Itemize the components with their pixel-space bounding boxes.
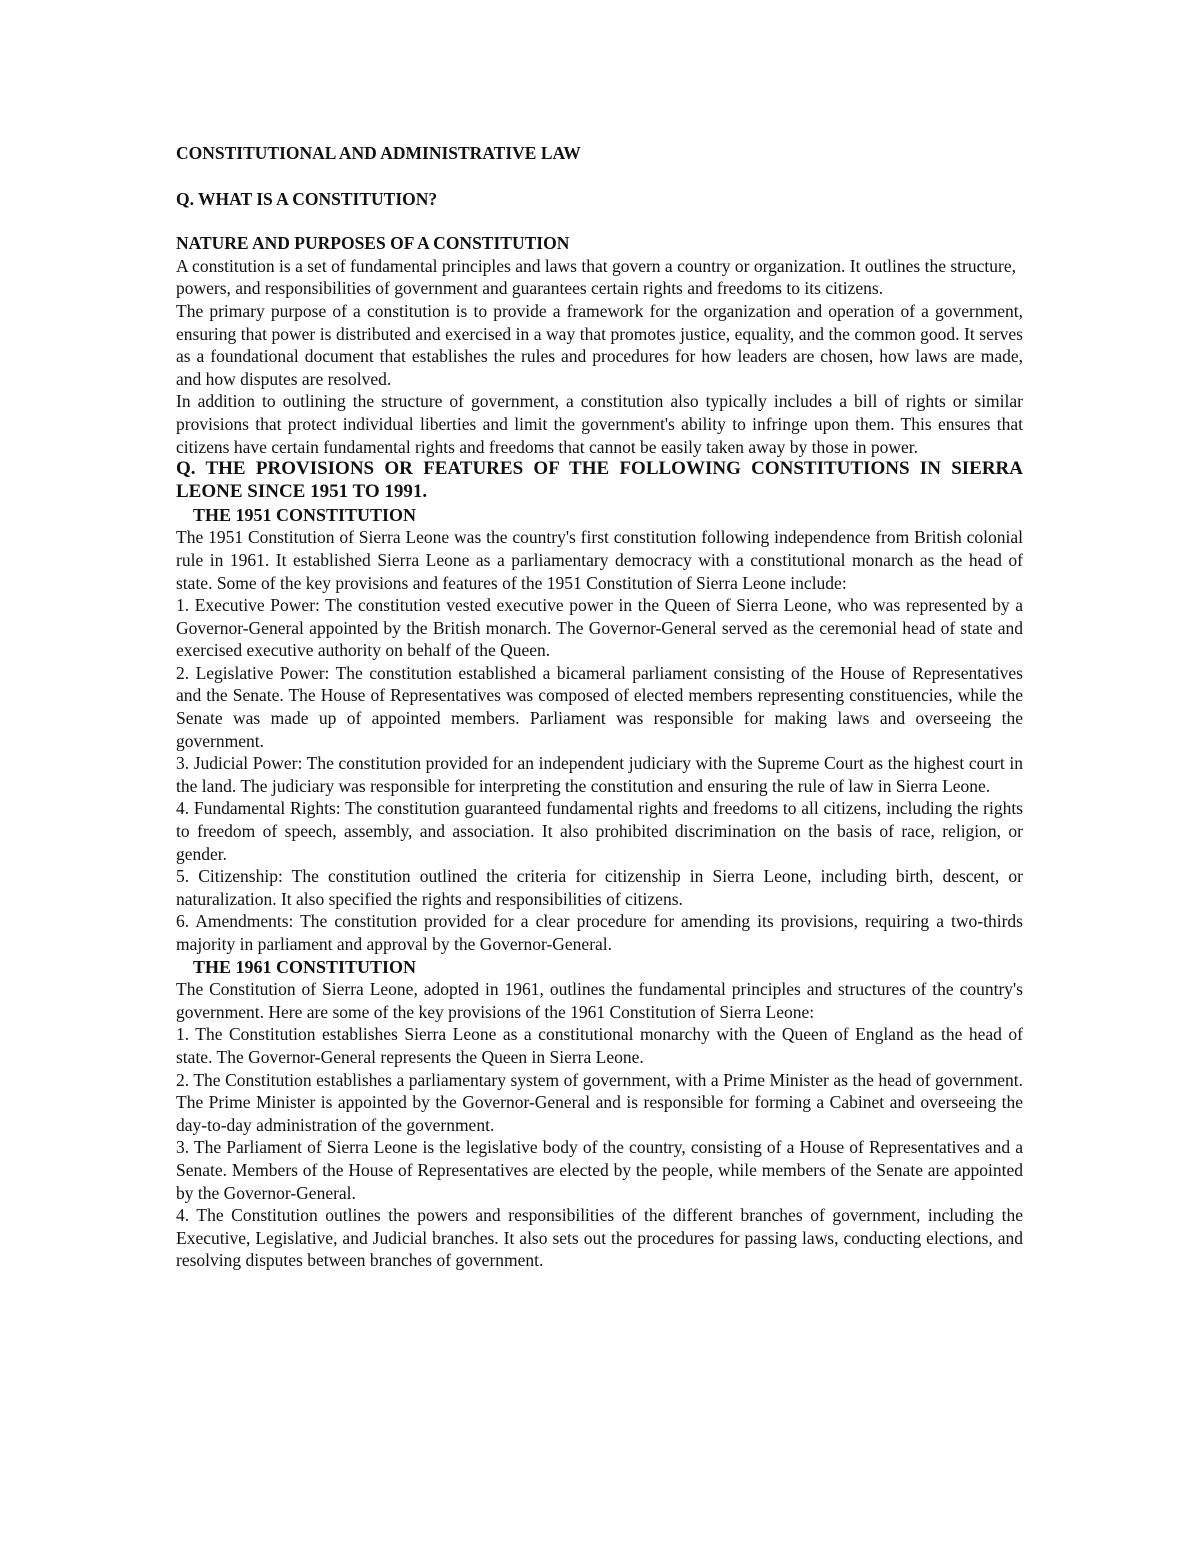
constitution-1961-heading: THE 1961 CONSTITUTION [193, 956, 417, 977]
nature-purposes-heading: NATURE AND PURPOSES OF A CONSTITUTION [176, 233, 570, 254]
constitution-1961-item: 4. The Constitution outlines the powers and responsibilities of the different branches of government, including the Executive, Legislative, and Judicial branches. It also sets out the procedures for passing laws, conducting elections, and resolving disputes between branches of government. [176, 1205, 1023, 1271]
constitution-1951-item: 6. Amendments: The constitution provided for a clear procedure for amending its provisions, requiring a two-thirds majority in parliament and approval by the Governor-General. [176, 911, 1023, 954]
document-title: CONSTITUTIONAL AND ADMINISTRATIVE LAW [176, 143, 581, 163]
nature-paragraph: In addition to outlining the structure of government, a constitution also typically includes a bill of rights or similar provisions that protect individual liberties and limit the government's ability to infringe upon them. This ensures that citizens have certain fundamental rights and freedoms that cannot be easily taken away by those in power. [176, 391, 1023, 457]
constitution-1951-item: 2. Legislative Power: The constitution established a bicameral parliament consisting of the House of Representatives and the Senate. The House of Representatives was composed of elected members representing constituencies, while the Senate was made up of appointed members. Parliament was responsible for making laws and overseeing the government. [176, 662, 1023, 751]
constitution-1951-item: 3. Judicial Power: The constitution provided for an independent judiciary with the Supreme Court as the highest court in the land. The judiciary was responsible for interpreting the constitution and ensuring the rule of law in Sierra Leone. [176, 753, 1023, 796]
question-what-is-constitution: Q. WHAT IS A CONSTITUTION? [176, 188, 438, 209]
nature-paragraph: A constitution is a set of fundamental principles and laws that govern a country or organization. It outlines the structure, powers, and responsibilities of government and guarantees certain rights and freedoms to its citizens. [176, 255, 1016, 299]
constitution-1961-item: 2. The Constitution establishes a parliamentary system of government, with a Prime Minister as the head of government. The Prime Minister is appointed by the Governor-General and is responsible for forming a Cabinet and overseeing the day-to-day administration of the government. [176, 1069, 1023, 1135]
constitution-1961-item: 1. The Constitution establishes Sierra Leone as a constitutional monarchy with the Queen of England as the head of state. The Governor-General represents the Queen in Sierra Leone. [176, 1024, 1023, 1067]
document-page [176, 142, 1023, 1272]
constitution-1951-item: 5. Citizenship: The constitution outlined the criteria for citizenship in Sierra Leone, including birth, descent, or naturalization. It also specified the rights and responsibilities of citizens. [176, 866, 1023, 909]
constitution-1951-item: 4. Fundamental Rights: The constitution guaranteed fundamental rights and freedoms to all citizens, including the rights to freedom of speech, assembly, and association. It also prohibited discrimination on the basis of race, religion, or gender. [176, 798, 1023, 864]
constitution-1961-intro: The Constitution of Sierra Leone, adopted in 1961, outlines the fundamental principles and structures of the country's government. Here are some of the key provisions of the 1961 Constitution of Sierra Leone: [176, 979, 1023, 1022]
constitution-1961-item: 3. The Parliament of Sierra Leone is the legislative body of the country, consisting of a House of Representatives and a Senate. Members of the House of Representatives are elected by the people, while members of the Senate are appointed by the Governor-General. [176, 1137, 1023, 1203]
nature-paragraph: The primary purpose of a constitution is to provide a framework for the organization and operation of a government, ensuring that power is distributed and exercised in a way that promotes justice, equality, and the common good. It serves as a foundational document that establishes the rules and procedures for how leaders are chosen, how laws are made, and how disputes are resolved. [176, 300, 1023, 389]
constitution-1951-heading: THE 1951 CONSTITUTION [193, 504, 417, 525]
question-provisions-features: Q. THE PROVISIONS OR FEATURES OF THE FOLLOWING CONSTITUTIONS IN SIERRA LEONE SINCE 1951 TO 1991. [176, 458, 1023, 502]
constitution-1951-intro: The 1951 Constitution of Sierra Leone was the country's first constitution following independence from British colonial rule in 1961. It established Sierra Leone as a parliamentary democracy with a constitutional monarch as the head of state. Some of the key provisions and features of the 1951 Constitution of Sierra Leone include: [176, 527, 1023, 593]
constitution-1951-item: 1. Executive Power: The constitution vested executive power in the Queen of Sierra Leone, who was represented by a Governor-General appointed by the British monarch. The Governor-General served as the ceremonial head of state and exercised executive authority on behalf of the Queen. [176, 595, 1023, 661]
